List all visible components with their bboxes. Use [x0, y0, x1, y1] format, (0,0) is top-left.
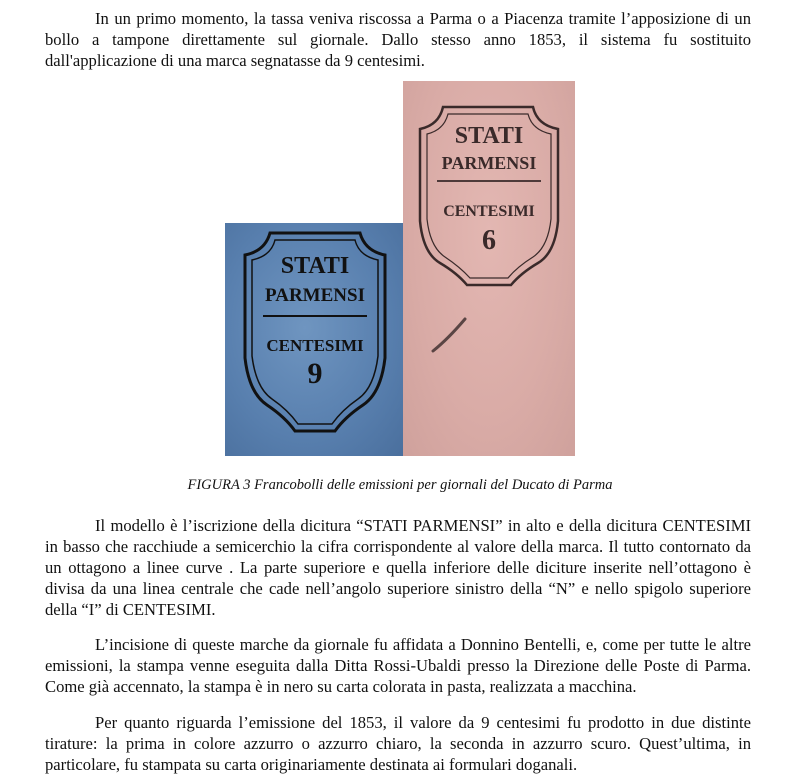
stamp-9-line1: STATI: [280, 253, 350, 279]
figure-caption: FIGURA 3 Francobolli delle emissioni per giornali del Ducato di Parma: [187, 477, 613, 493]
stamp-6-cancel-mark: [433, 319, 465, 351]
stamp-6-line2: PARMENSI: [441, 153, 537, 173]
stamp-6-value: 6: [482, 225, 496, 256]
paragraph-model-description: Il modello è l’iscrizione della dicitura “STATI PARMENSI” in alto e della dicitura CENTESIMI in basso che racchiude a semicerchio la cifra corrispondente al valore della marca. Il tutto contornato da un ottagono a linee curve . La parte superiore e quella inferiore delle diciture inserite nell’ottagono è divisa da una linea centrale che cade nell’angolo superiore sinistro della “N” e nello spigolo superiore della “I” di CENTESIMI.: [45, 516, 751, 619]
paragraph-engraving: L’incisione di queste marche da giornale fu affidata a Donnino Bentelli, e, come per tutte le altre emissioni, la stampa venne eseguita dalla Ditta Rossi-Ubaldi presso la Direzione delle Poste di Parma. Come già accennato, la stampa è in nero su carta colorata in pasta, realizzata a macchina.: [45, 635, 751, 696]
paragraph-1853-issue: Per quanto riguarda l’emissione del 1853, il valore da 9 centesimi fu prodotto in due distinte tirature: la prima in colore azzurro o azzurro chiaro, la seconda in azzurro scuro. Quest’ultima, in particolare, fu stampata su carta originariamente destinata ai formulari doganali.: [45, 713, 751, 774]
stamp-6-line3: CENTESIMI: [443, 203, 535, 220]
stamp-6-line1: STATI: [454, 123, 524, 149]
paragraph-intro: In un primo momento, la tassa veniva riscossa a Parma o a Piacenza tramite l’apposizione di un bollo a tampone direttamente sul giornale. Dallo stesso anno 1853, il sistema fu sostituito dall'applicazione di una marca segnatasse da 9 centesimi.: [45, 9, 751, 70]
stamp-6-centesimi-image: [403, 81, 575, 456]
stamp-9-centesimi-image: [225, 223, 403, 456]
stamp-9-value: 9: [307, 357, 323, 390]
stamp-9-octagon-frame: [225, 223, 403, 456]
stamp-9-line3: CENTESIMI: [266, 336, 364, 355]
stamp-6-octagon-frame: [403, 81, 575, 456]
stamp-9-line2: PARMENSI: [265, 285, 365, 306]
